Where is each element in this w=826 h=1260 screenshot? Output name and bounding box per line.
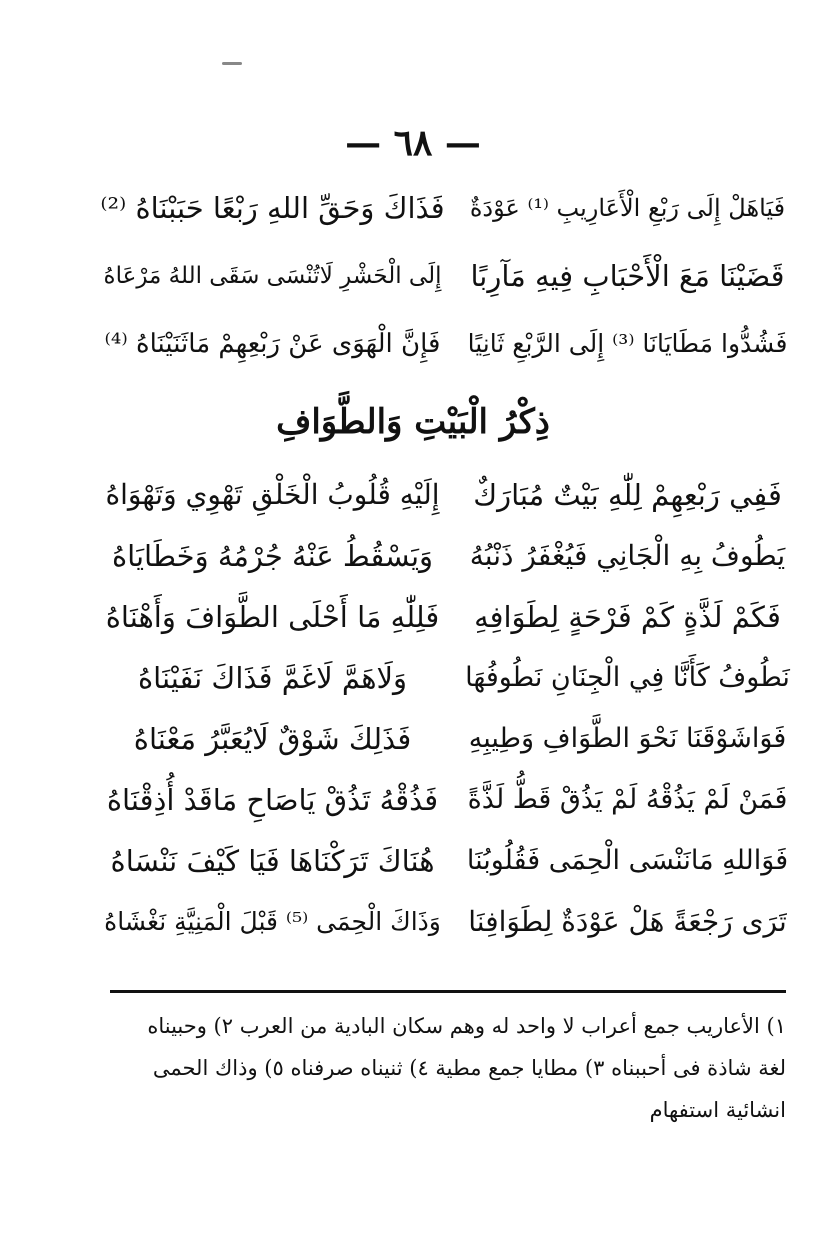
verse-second-hemistich: إِلَيْهِ قُلُوبُ الْخَلْقِ تَهْوِي وَتَهْوَاهُ (105, 478, 440, 511)
verse-first-hemistich: فَمَنْ لَمْ يَذُقْهُ لَمْ يَذُقْ قَطُّ لَذَّةً (467, 784, 788, 815)
verse-line (100, 526, 790, 586)
verse-second-hemistich: هُنَاكَ تَرَكْنَاهَا فَيَا كَيْفَ نَنْسَاهُ (110, 844, 435, 878)
verse-line (100, 465, 790, 525)
footnote-line: لغة شاذة فى أحببناه ٣) مطايا جمع مطية ٤) ثنيناه صرفناه ٥) وذاك الحمى (152, 1056, 786, 1080)
verse-line (100, 892, 790, 952)
verse-line (100, 831, 790, 891)
verse-first-hemistich: فَوَاللهِ مَانَنْسَى الْحِمَى فَقُلُوبُنَا (466, 845, 789, 876)
verse-second-hemistich: وَلَاهَمَّ لَاغَمَّ فَذَاكَ نَفَيْنَاهُ (137, 661, 408, 695)
ink-speck (222, 62, 242, 65)
verse-first-hemistich: فَشُدُّوا مَطَايَانَا ⁽³⁾ إِلَى الرَّبْعِ ثَانِيًا (467, 329, 788, 358)
verse-second-hemistich: وَيَسْقُطُ عَنْهُ جُرْمُهُ وَخَطَايَاهُ (111, 539, 434, 573)
verse-first-hemistich: يَطُوفُ بِهِ الْجَانِي فَيُغْفَرُ ذَنْبُهُ (469, 539, 786, 572)
verse-first-hemistich: قَضَيْنَا مَعَ الْأَحْبَابِ فِيهِ مَآرِبًا (470, 259, 785, 293)
footnotes (115, 1005, 786, 1131)
verse-first-hemistich: فَكَمْ لَذَّةٍ كَمْ فَرْحَةٍ لِطَوَافِهِ (474, 600, 781, 634)
footnote-divider (110, 990, 786, 993)
verse-second-hemistich: فَذَاكَ وَحَقِّ اللهِ رَبْعًا حَبَبْنَاهُ ⁽²⁾ (100, 191, 445, 225)
verse-second-hemistich: وَذَاكَ الْحِمَى ⁽⁵⁾ قَبْلَ الْمَنِيَّةِ نَغْشَاهُ (104, 907, 441, 936)
verse-line (100, 709, 790, 769)
verse-second-hemistich: فَإِنَّ الْهَوَى عَنْ رَبْعِهِمْ مَاثَنَيْنَاهُ ⁽⁴⁾ (104, 329, 441, 359)
verse-first-hemistich: نَطُوفُ كَأَنَّا فِي الْجِنَانِ نَطُوفُهَا (465, 662, 790, 693)
section-heading: ذِكْرُ الْبَيْتِ وَالطَّوَافِ (276, 402, 550, 442)
page-number: — ٦٨ — (345, 122, 481, 164)
verse-line (100, 648, 790, 708)
verse-line (100, 178, 790, 238)
footnote-line: انشائية استفهام (649, 1098, 786, 1122)
verse-second-hemistich: فَلِلّٰهِ مَا أَحْلَى الطَّوَافَ وَأَهْنَاهُ (105, 600, 440, 634)
verse-first-hemistich: فَفِي رَبْعِهِمْ لِلّٰهِ بَيْتٌ مُبَارَكٌ (473, 478, 782, 512)
footnote-line: ١) الأعاريب جمع أعراب لا واحد له وهم سكان البادية من العرب ٢) وحبيناه (147, 1014, 786, 1038)
verse-first-hemistich: تَرَى رَجْعَةً هَلْ عَوْدَةٌ لِطَوَافِنَا (468, 905, 787, 938)
verse-first-hemistich: فَوَاشَوْقَنَا نَحْوَ الطَّوَافِ وَطِيبِهِ (468, 723, 787, 754)
verse-line (100, 314, 790, 374)
verse-line (100, 770, 790, 830)
verse-second-hemistich: إِلَى الْحَشْرِ لَاتُنْسَى سَقَى اللهُ مَرْعَاهُ (103, 263, 442, 289)
verse-line (100, 246, 790, 306)
verse-first-hemistich: فَيَاهَلْ إِلَى رَبْعِ الْأَعَارِيبِ ⁽¹⁾ عَوْدَةٌ (469, 194, 786, 222)
verse-second-hemistich: فَذُقْهُ تَذُقْ يَاصَاحِ مَاقَدْ أُذِقْنَاهُ (106, 783, 439, 817)
verse-second-hemistich: فَذَلِكَ شَوْقٌ لَايُعَبَّرُ مَعْنَاهُ (133, 722, 412, 756)
verse-line (100, 587, 790, 647)
